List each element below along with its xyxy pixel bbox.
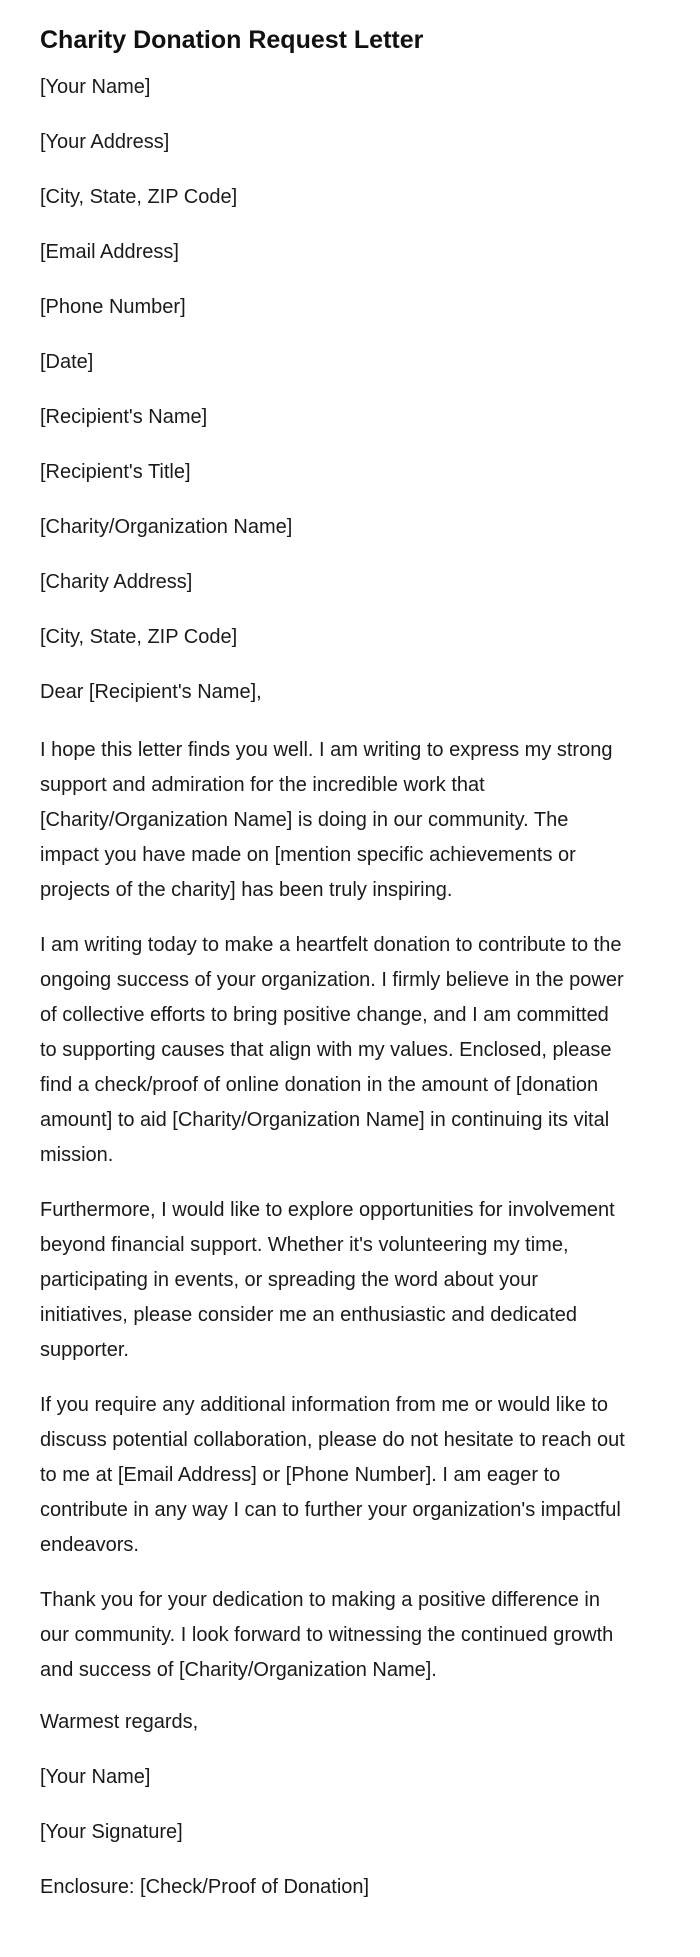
recipient-city-state-zip: [City, State, ZIP Code] bbox=[40, 626, 238, 648]
recipient-organization: [Charity/Organization Name] bbox=[40, 516, 293, 538]
signature-name: [Your Name] bbox=[40, 1766, 151, 1788]
recipient-address: [Charity Address] bbox=[40, 571, 193, 593]
body-paragraph-3: Furthermore, I would like to explore opportunities for involvement beyond financial support. Whether it's volunteering my time, participating in events, or spreading the word about your initiatives, please consider me an enthusiastic and dedicated supporter. bbox=[40, 1199, 615, 1361]
letter-date: [Date] bbox=[40, 351, 94, 373]
signature: [Your Signature] bbox=[40, 1821, 183, 1843]
document-title: Charity Donation Request Letter bbox=[40, 26, 424, 54]
sender-address: [Your Address] bbox=[40, 131, 170, 153]
recipient-title: [Recipient's Title] bbox=[40, 461, 191, 483]
salutation: Dear [Recipient's Name], bbox=[40, 681, 262, 703]
body-paragraph-4: If you require any additional information from me or would like to discuss potential collaboration, please do not hesitate to reach out to me at [Email Address] or [Phone Number]. I am eager to contribute in any way I can to further your organization's impactful endeavors. bbox=[40, 1394, 625, 1556]
sender-phone: [Phone Number] bbox=[40, 296, 186, 318]
recipient-name: [Recipient's Name] bbox=[40, 406, 208, 428]
sender-name: [Your Name] bbox=[40, 76, 151, 98]
closing: Warmest regards, bbox=[40, 1711, 199, 1733]
body-paragraph-2: I am writing today to make a heartfelt donation to contribute to the ongoing success of your organization. I firmly believe in the power of collective efforts to bring positive change, and I am committed to supporting causes that align with my values. Enclosed, please find a check/proof of online donation in the amount of [donation amount] to aid [Charity/Organization Name] in continuing its vital mission. bbox=[40, 934, 624, 1166]
enclosure: Enclosure: [Check/Proof of Donation] bbox=[40, 1876, 370, 1898]
sender-email: [Email Address] bbox=[40, 241, 179, 263]
sender-city-state-zip: [City, State, ZIP Code] bbox=[40, 186, 238, 208]
body-paragraph-5: Thank you for your dedication to making a positive difference in our community. I look forward to witnessing the continued growth and success of [Charity/Organization Name]. bbox=[40, 1589, 614, 1681]
body-paragraph-1: I hope this letter finds you well. I am writing to express my strong support and admiration for the incredible work that [Charity/Organization Name] is doing in our community. The impact you have made on [mention specific achievements or projects of the charity] has been truly inspiring. bbox=[40, 739, 613, 901]
